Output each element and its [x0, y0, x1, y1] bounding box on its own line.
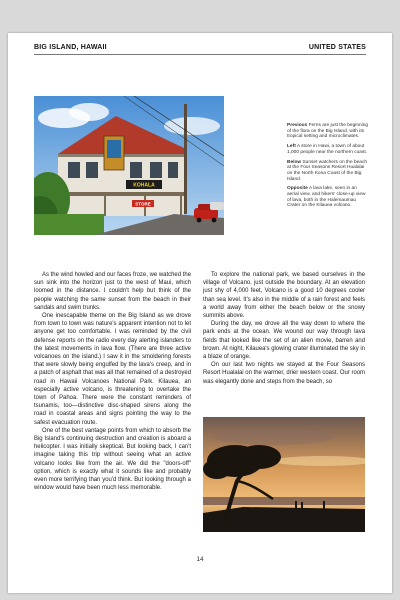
photo-sunset-beach	[203, 417, 365, 532]
running-header-left: BIG ISLAND, HAWAII	[34, 44, 107, 51]
store-sign-top: KOHALA	[133, 182, 155, 189]
page-number: 14	[196, 556, 204, 563]
store-sign-bottom: STORE	[135, 201, 151, 207]
photo-hawi-store	[34, 96, 224, 235]
paragraph: One of the best vantage points from which to absorb the Big Island's continuing destruction and creation is aboard a helicopter. I was initially skeptical. But looking back, I can't imagine taking this trip without seeing what an active volcano looks like from the air. We did the "doors-off" option, which is exactly what it sounds like and probably even more terrifying than you'd think. But looking through a window would have been much less memorable.	[34, 427, 191, 492]
caption-below: Below Sunset watchers on the beach at the Four Seasons Resort Hualalai on the North Kona Coast of the Big Island.	[287, 159, 368, 182]
article-column-right	[203, 271, 365, 386]
photo-captions	[287, 123, 369, 213]
caption-left: Left A store in Hawi, a town of about 1,000 people near the northern coast.	[287, 144, 368, 155]
caption-previous: Previous Ferns are just the beginning of the flora on the Big Island, with its tropical setting and microclimates.	[287, 123, 369, 140]
article-column-left	[34, 271, 191, 492]
paragraph: To explore the national park, we based ourselves in the village of Volcano, just outside the boundary. At an elevation just shy of 4,000 feet, Volcano is a good 10 degrees cooler than sea level. It's also in the middle of a rain forest and feels a world away from either the beach below or the snowy summits above.	[203, 272, 365, 320]
paragraph: During the day, we drove all the way down to where the park ends at the ocean. We wound our way through lava fields that looked like the set of an alien movie, barren and brown. At night, Kilauea's glowing crater illuminated the sky in a blaze of orange.	[203, 321, 365, 361]
paragraph: On our last two nights we stayed at the Four Seasons Resort Hualalai on the warmer, drier western coast. Our room was elegantly done and steps from the beach, so	[203, 362, 365, 385]
header-rule	[34, 54, 366, 55]
paragraph: As the wind howled and our faces froze, we watched the sun sink into the horizon just to the west of Maui, which loomed in the distance. I couldn't help but think of the people watching the same sunset from the beach in their sandals and swim trunks.	[34, 272, 191, 311]
caption-opposite: Opposite A lava lake, seen in an aerial view, and hikers' close-up view of lava, both in the Halemaumau Crater on the Kilauea volcano.	[287, 186, 366, 209]
paragraph: One inescapable theme on the Big Island as we drove from town to town was nature's apparent intention not to let anyone get too comfortable. I was reminded by the civil defense reports on the radio every day alerting islanders to the latest movements in lava flow. (There are three active volcanoes on the island.) I saw it in the smoldering forests that were slowly being engulfed by the lava's creep, and in a patch of asphalt that was all that remained of a destroyed road in Hawaii Volcanoes National Park. Kilauea, an especially active volcano, is threatening to overtake the town of Pahoa. There were the constant reminders of tsunamis, too—distinctive disc-shaped sirens along the road in coastal areas and signs pointing the way to the safest evacuation route.	[34, 313, 191, 426]
running-header-right: UNITED STATES	[308, 44, 366, 51]
